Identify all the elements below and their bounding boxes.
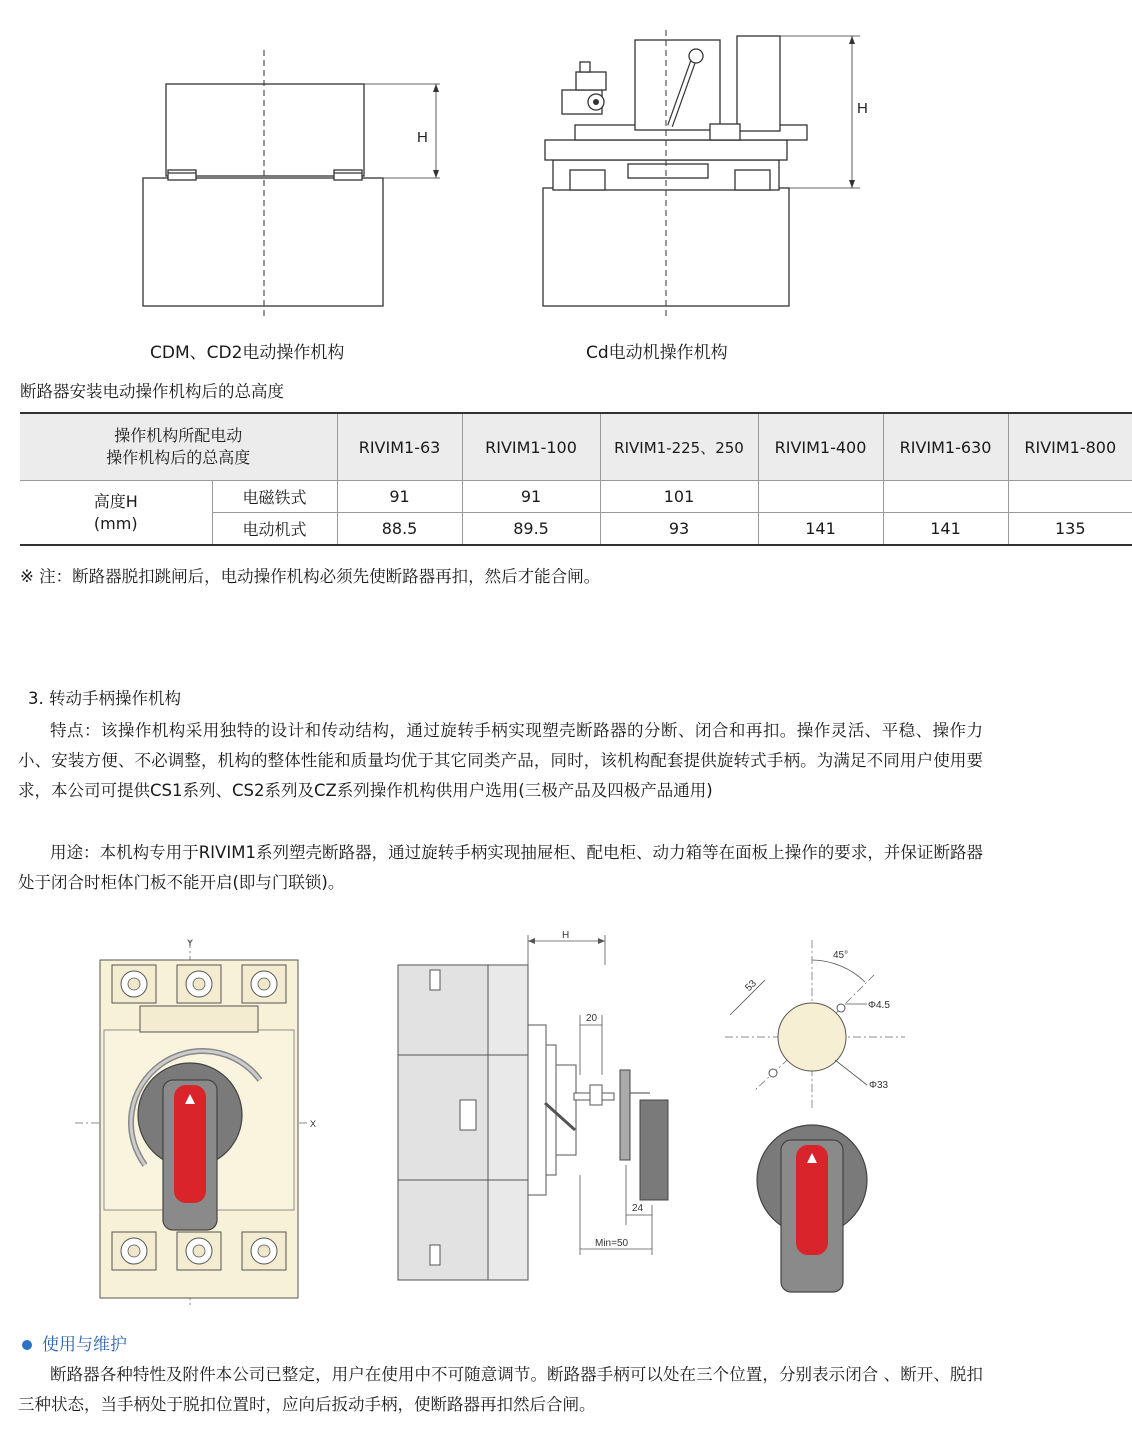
cdm-cd2-drawing xyxy=(0,0,500,330)
fig1-caption: CDM、CD2电动操作机构 xyxy=(150,343,345,363)
bullet-icon xyxy=(22,1340,32,1350)
maintenance-heading xyxy=(22,1330,127,1355)
row-label-motor: 电动机式 xyxy=(212,513,337,546)
row-group-line-1: 高度H xyxy=(93,491,138,511)
table-row xyxy=(20,481,1132,513)
angle-45-label: 45° xyxy=(833,950,849,961)
dim-min50-label: Min=50 xyxy=(595,1238,629,1249)
table-cell xyxy=(883,481,1008,513)
hole-pattern-drawing xyxy=(705,930,995,1310)
header-line-1: 操作机构所配电动 xyxy=(114,426,243,445)
table-cell xyxy=(758,481,883,513)
table-cell: 141 xyxy=(758,513,883,546)
dim-53-label: 53 xyxy=(743,978,759,994)
maintenance-title: 使用与维护 xyxy=(42,1335,127,1355)
side-view-drawing xyxy=(390,925,680,1285)
table-cell: 101 xyxy=(600,481,758,513)
row-label-electromagnet: 电磁铁式 xyxy=(212,481,337,513)
table-cell: 91 xyxy=(462,481,600,513)
dim-20-label: 20 xyxy=(586,1013,598,1024)
table-cell: 88.5 xyxy=(337,513,462,546)
features-paragraph: 特点：该操作机构采用独特的设计和传动结构，通过旋转手柄实现塑壳断路器的分断、闭合和再扣。操作灵活、平稳、操作力小、安装方便、不必调整，机构的整体性能和质量均优于其它同类产品，同时，该机构配套提供旋转式手柄。为满足不同用户使用要求，本公司可提供CS1系列、CS2系列及CZ系列操作机构供用户选用(三极产品及四极产品通用) xyxy=(18,721,983,800)
table-cell: 141 xyxy=(883,513,1008,546)
model-100: RIVIM1-100 xyxy=(462,413,600,481)
dim-phi45-label: Φ4.5 xyxy=(868,1000,890,1011)
row-group-cell xyxy=(20,481,212,546)
axis-y-label: Y xyxy=(187,938,194,948)
model-63: RIVIM1-63 xyxy=(337,413,462,481)
table-cell: 91 xyxy=(337,481,462,513)
table-cell xyxy=(1008,481,1132,513)
model-800: RIVIM1-800 xyxy=(1008,413,1132,481)
dim-h-label: H xyxy=(562,930,570,941)
height-table xyxy=(20,412,1132,546)
height-label-2: H xyxy=(857,100,868,117)
note-text: ※ 注：断路器脱扣跳闸后，电动操作机构必须先使断路器再扣，然后才能合闸。 xyxy=(20,567,601,586)
fig2-caption: Cd电动机操作机构 xyxy=(586,343,728,363)
usage-paragraph: 用途：本机构专用于RIVIM1系列塑壳断路器，通过旋转手柄实现抽屉柜、配电柜、动力箱等在面板上操作的要求，并保证断路器处于闭合时柜体门板不能开启(即与门联锁)。 xyxy=(18,843,983,892)
model-630: RIVIM1-630 xyxy=(883,413,1008,481)
table-title: 断路器安装电动操作机构后的总高度 xyxy=(20,382,284,401)
axis-x-label: X xyxy=(310,1119,317,1129)
section-3-title: 3. 转动手柄操作机构 xyxy=(28,689,181,708)
model-225-250: RIVIM1-225、250 xyxy=(600,413,758,481)
model-400: RIVIM1-400 xyxy=(758,413,883,481)
header-line-2: 操作机构后的总高度 xyxy=(106,448,251,467)
table-cell: 89.5 xyxy=(462,513,600,546)
table-header-row xyxy=(20,413,1132,481)
table-cell: 93 xyxy=(600,513,758,546)
dim-phi33-label: Φ33 xyxy=(869,1080,889,1091)
maintenance-paragraph: 断路器各种特性及附件本公司已整定，用户在使用中不可随意调节。断路器手柄可以处在三个位置，分别表示闭合 、断开、脱扣三种状态，当手柄处于脱扣位置时，应向后扳动手柄，使断路器再扣然后合闸。 xyxy=(18,1365,983,1414)
dim-24-label: 24 xyxy=(632,1203,644,1214)
header-cell xyxy=(20,413,337,481)
height-label-1: H xyxy=(417,129,428,146)
breaker-front-drawing xyxy=(60,930,330,1310)
table-cell: 135 xyxy=(1008,513,1132,546)
cd-motor-drawing xyxy=(500,0,1000,330)
row-group-line-2: (mm) xyxy=(93,513,138,533)
